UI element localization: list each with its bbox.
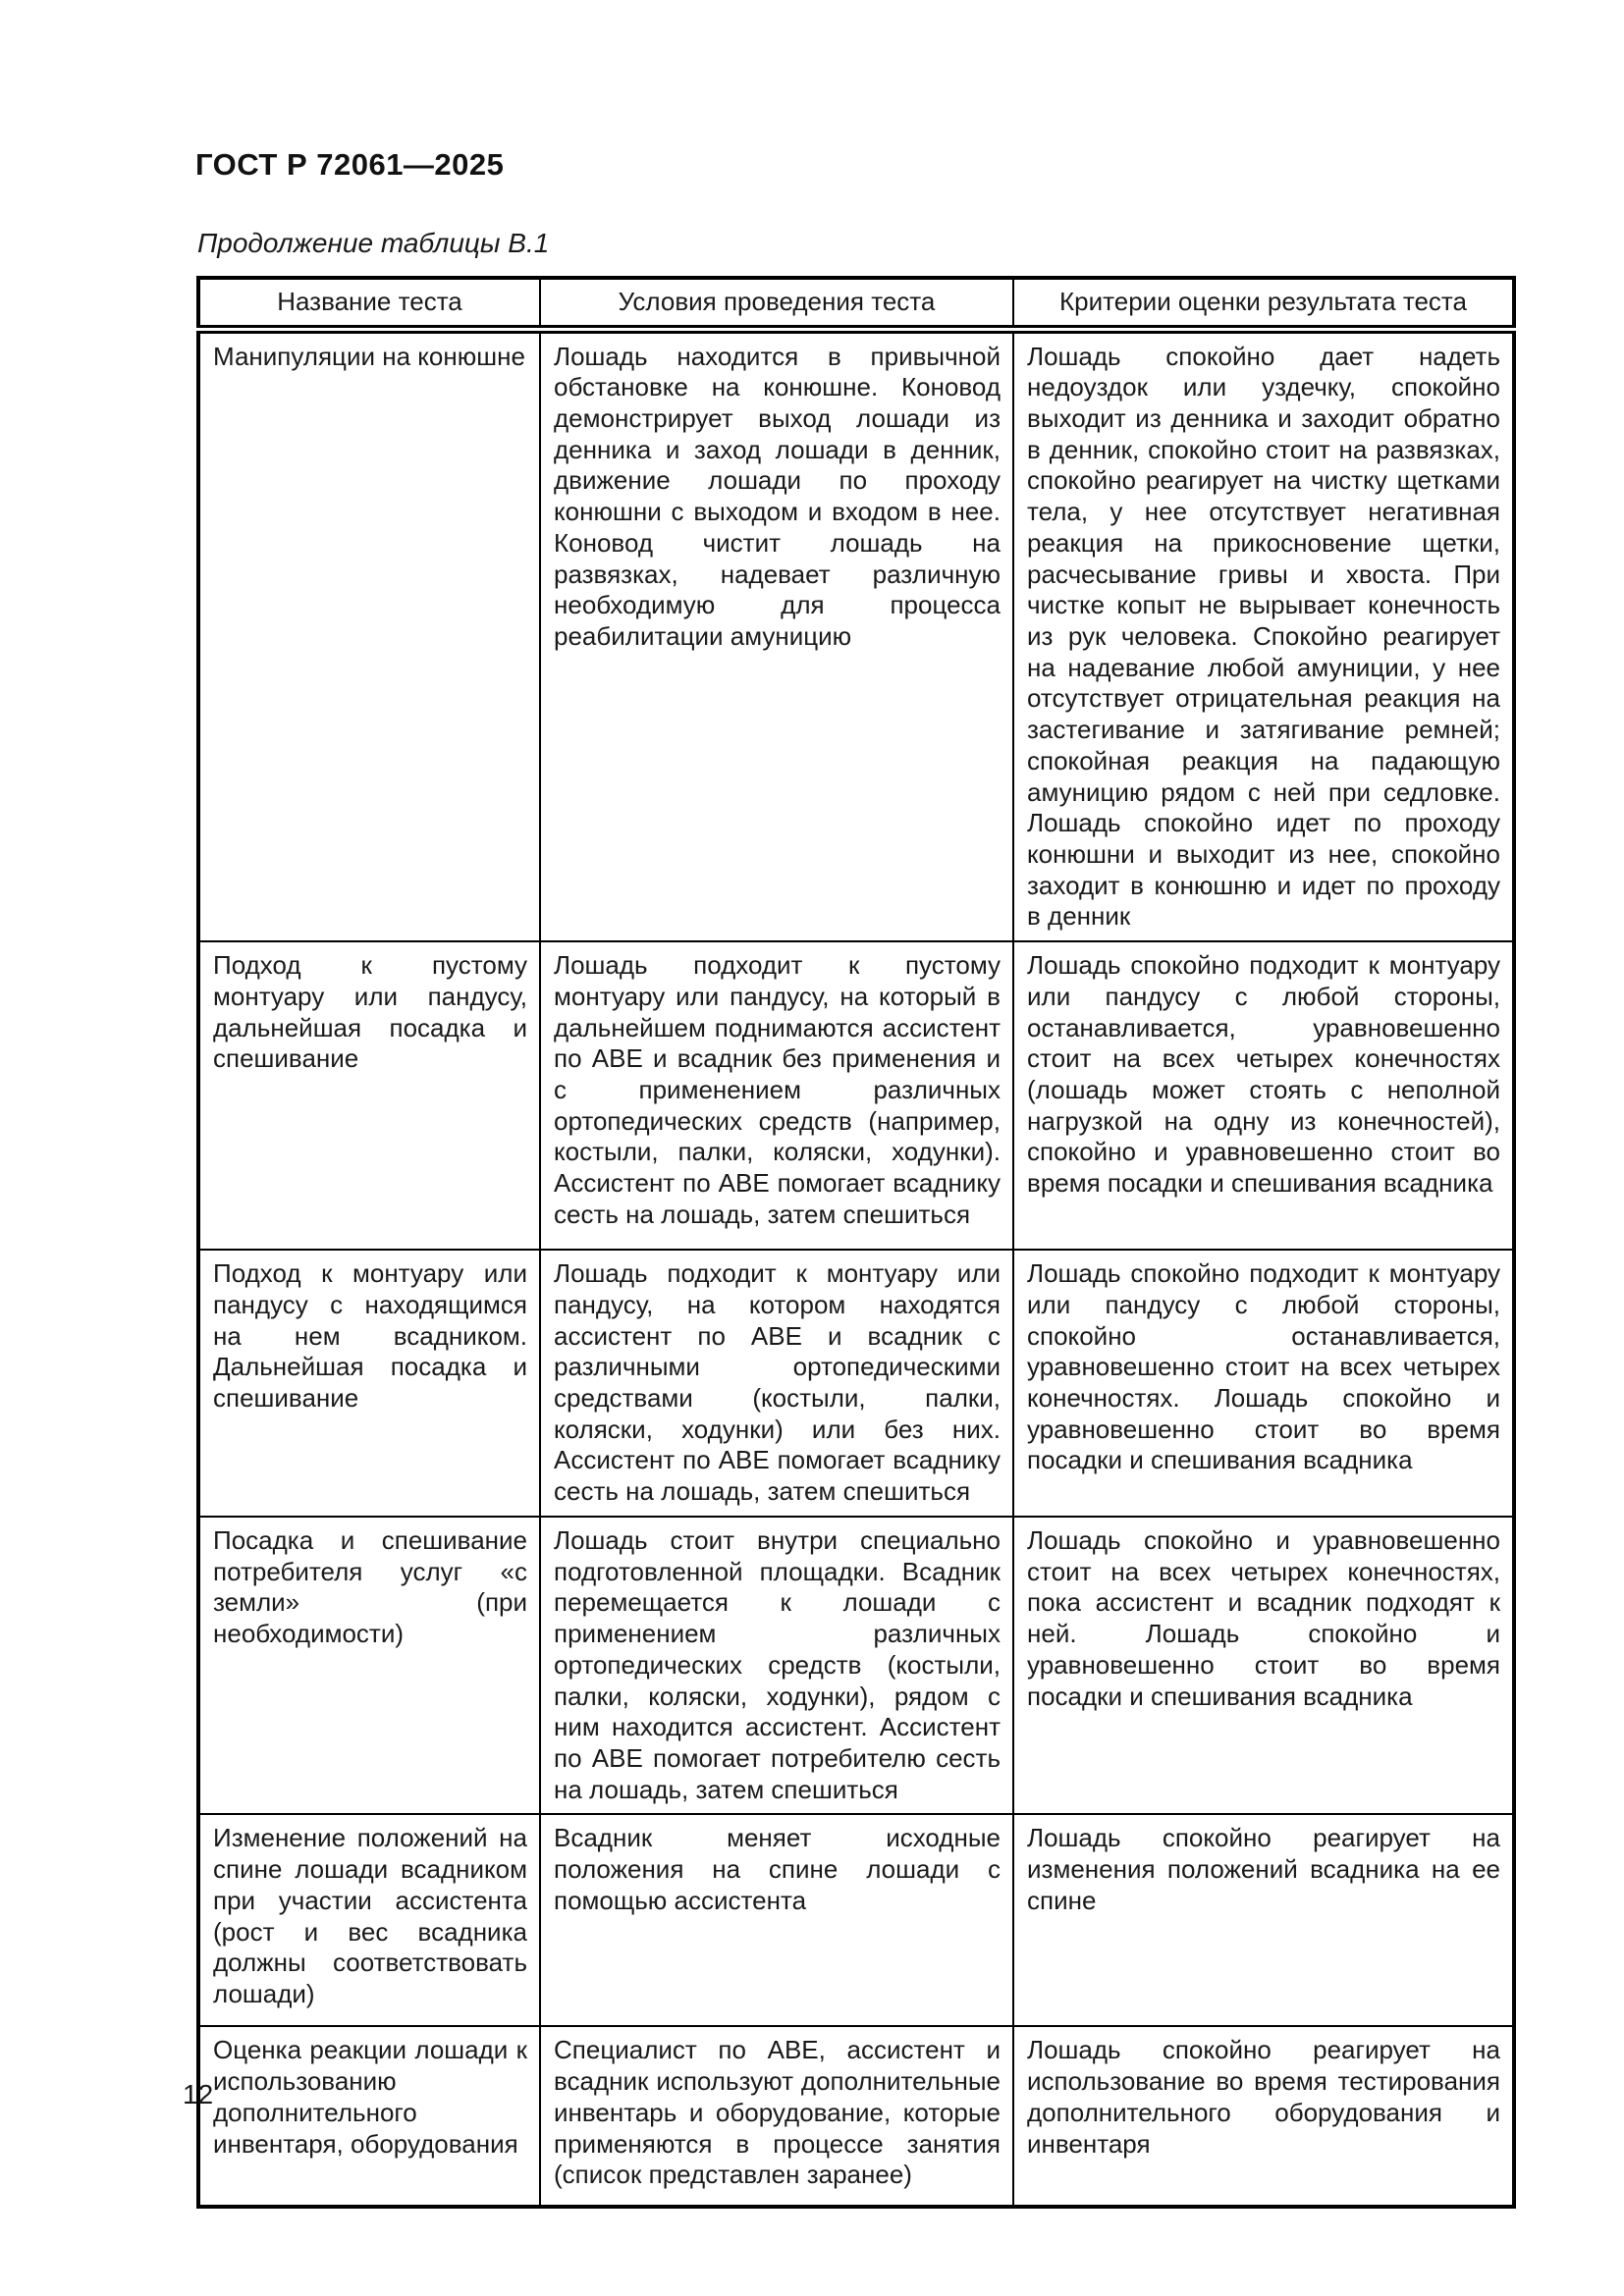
- table-row: [198, 941, 1514, 1250]
- test-table: [196, 276, 1516, 2209]
- cell-test-criteria: Лошадь спокойно реагирует на изменения положений всадника на ее спине: [1013, 1814, 1514, 2026]
- cell-test-name: Подход к пустому монтуару или пандусу, дальнейшая посадка и спешивание: [198, 941, 540, 1250]
- column-header-test-criteria: Критерии оценки результата теста: [1013, 278, 1514, 329]
- cell-test-name: Оценка реакции лошади к использованию дополнительного инвентаря, оборудования: [198, 2026, 540, 2207]
- table-row: [198, 1517, 1514, 1814]
- table-row: [198, 329, 1514, 941]
- column-header-test-name: Название теста: [198, 278, 540, 329]
- table-row: [198, 1814, 1514, 2026]
- cell-test-criteria: Лошадь спокойно дает надеть недоуздок или уздечку, спокойно выходит из денника и заходит обратно в денник, спокойно стоит на развязках, спокойно реагирует на чистку щетками тела, у нее отсутствует негативная реакция на прикосновение щетки, расчесывание гривы и хвоста. При чистке копыт не вырывает конечность из рук человека. Спокойно реагирует на надевание любой амуниции, у нее отсутствует отрицательная реакция на застегивание и затягивание ремней; спокойная реакция на падающую амуницию рядом с ней при седловке. Лошадь спокойно идет по проходу конюшни и выходит из нее, спокойно заходит в конюшню и идет по проходу в денник: [1013, 329, 1514, 941]
- cell-test-name: Манипуляции на конюшне: [198, 329, 540, 941]
- cell-test-conditions: Лошадь находится в привычной обстановке на конюшне. Коновод демонстрирует выход лошади из денника и заход лошади в денник, движение лошади по проходу конюшни с выходом и входом в нее. Коновод чистит лошадь на развязках, надевает различную необходимую для процесса реабилитации амуницию: [540, 329, 1013, 941]
- cell-test-criteria: Лошадь спокойно подходит к монтуару или пандусу с любой стороны, останавливается, уравновешенно стоит на всех четырех конечностях (лошадь может стоять с неполной нагрузкой на одну из конечностей), спокойно и уравновешенно стоит во время посадки и спешивания всадника: [1013, 941, 1514, 1250]
- cell-test-criteria: Лошадь спокойно подходит к монтуару или пандусу с любой стороны, спокойно останавливается, уравновешенно стоит на всех четырех конечностях. Лошадь спокойно и уравновешенно стоит во время посадки и спешивания всадника: [1013, 1250, 1514, 1517]
- table-row: [198, 2026, 1514, 2207]
- cell-test-conditions: Специалист по АВЕ, ассистент и всадник используют дополнительные инвентарь и оборудование, которые применяются в процессе занятия (список представлен заранее): [540, 2026, 1013, 2207]
- cell-test-name: Подход к монтуару или пандусу с находящимся на нем всадником. Дальнейшая посадка и спешивание: [198, 1250, 540, 1517]
- table-row: [198, 1250, 1514, 1517]
- cell-test-criteria: Лошадь спокойно реагирует на использование во время тестирования дополнительного оборудования и инвентаря: [1013, 2026, 1514, 2207]
- table-caption: Продолжение таблицы В.1: [197, 228, 550, 258]
- cell-test-conditions: Лошадь подходит к монтуару или пандусу, на котором находятся ассистент по АВЕ и всадник с различными ортопедическими средствами (костыли, палки, коляски, ходунки) или без них. Ассистент по АВЕ помогает всаднику сесть на лошадь, затем спешиться: [540, 1250, 1013, 1517]
- cell-test-criteria: Лошадь спокойно и уравновешенно стоит на всех четырех конечностях, пока ассистент и всадник подходят к ней. Лошадь спокойно и уравновешенно стоит во время посадки и спешивания всадника: [1013, 1517, 1514, 1814]
- cell-test-conditions: Всадник меняет исходные положения на спине лошади с помощью ассистента: [540, 1814, 1013, 2026]
- doc-number: ГОСТ Р 72061—2025: [195, 147, 505, 182]
- table-header-row: [198, 278, 1514, 329]
- page-number: 12: [183, 2079, 214, 2109]
- cell-test-conditions: Лошадь стоит внутри специально подготовленной площадки. Всадник перемещается к лошади с применением различных ортопедических средств (костыли, палки, коляски, ходунки), рядом с ним находится ассистент. Ассистент по АВЕ помогает потребителю сесть на лошадь, затем спешиться: [540, 1517, 1013, 1814]
- cell-test-name: Изменение положений на спине лошади всадником при участии ассистента (рост и вес всадника должны соответствовать лошади): [198, 1814, 540, 2026]
- cell-test-name: Посадка и спешивание потребителя услуг «с земли» (при необходимости): [198, 1517, 540, 1814]
- cell-test-conditions: Лошадь подходит к пустому монтуару или пандусу, на который в дальнейшем поднимаются ассистент по АВЕ и всадник без применения и с применением различных ортопедических средств (например, костыли, палки, коляски, ходунки). Ассистент по АВЕ помогает всаднику сесть на лошадь, затем спешиться: [540, 941, 1013, 1250]
- column-header-test-conditions: Условия проведения теста: [540, 278, 1013, 329]
- test-table-container: [196, 276, 1512, 2209]
